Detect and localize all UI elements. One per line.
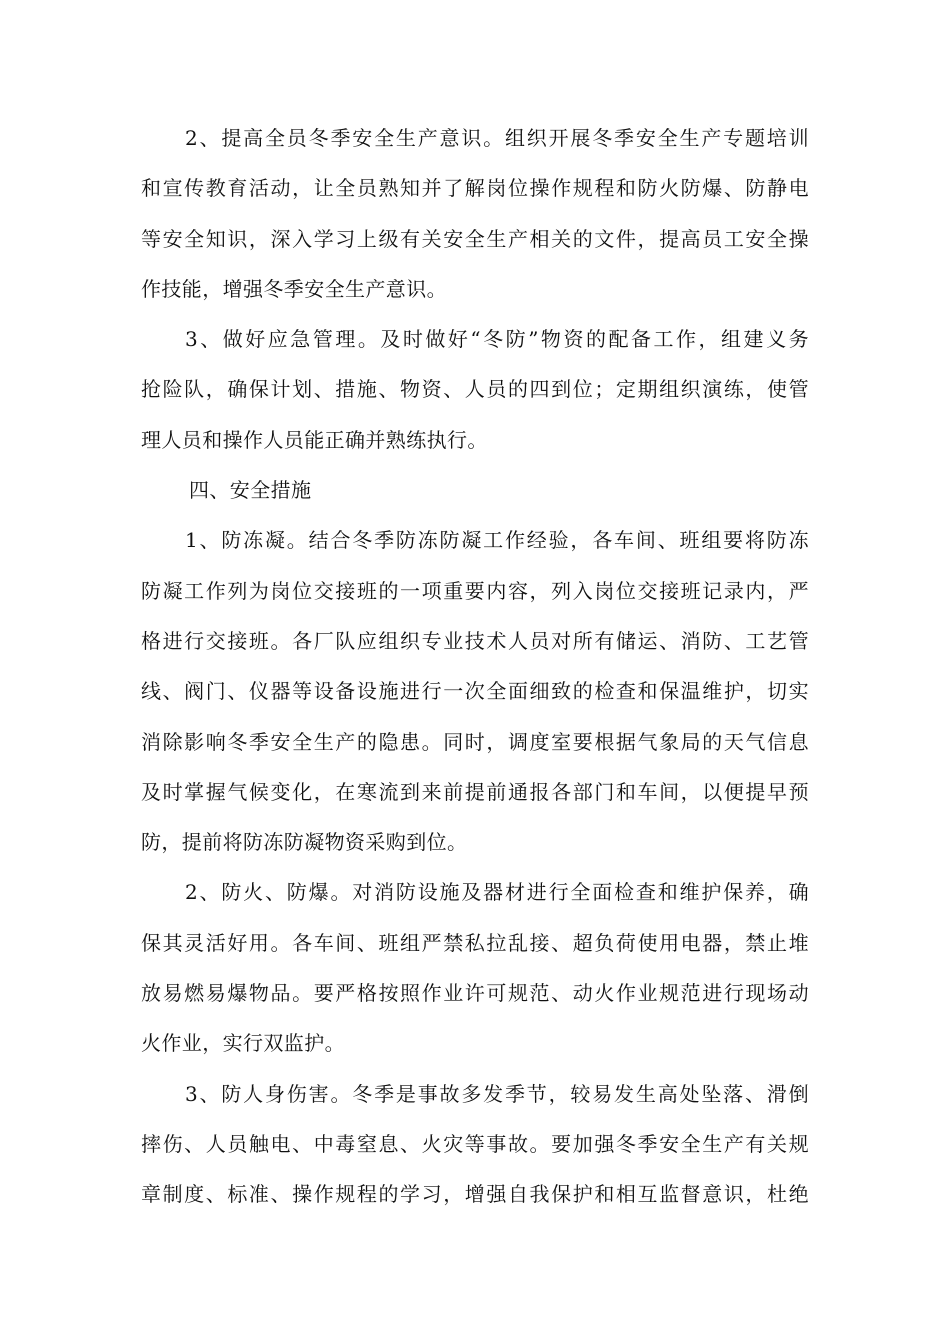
text-line-13: 消除影响冬季安全生产的隐患。同时，调度室要根据气象局的天气信息	[141, 729, 809, 754]
text-line-14: 及时掌握气候变化，在寒流到来前提前通报各部门和车间，以便提早预	[141, 779, 809, 804]
text-line-12: 线、阀门、仪器等设备设施进行一次全面细致的检查和保温维护，切实	[141, 679, 809, 704]
text-line-2: 和宣传教育活动，让全员熟知并了解岗位操作规程和防火防爆、防静电	[141, 176, 809, 201]
text-line-16: 2、防火、防爆。对消防设施及器材进行全面检查和维护保养，确	[185, 880, 809, 905]
text-line-21: 摔伤、人员触电、中毒窒息、火灾等事故。要加强冬季安全生产有关规	[141, 1131, 809, 1156]
document-body	[141, 113, 809, 1220]
text-line-4: 作技能，增强冬季安全生产意识。	[141, 276, 447, 301]
text-line-22: 章制度、标准、操作规程的学习，增强自我保护和相互监督意识，杜绝	[141, 1182, 809, 1207]
text-line-6: 抢险队，确保计划、措施、物资、人员的四到位；定期组织演练，使管	[141, 377, 809, 402]
text-line-3: 等安全知识，深入学习上级有关安全生产相关的文件，提高员工安全操	[141, 226, 809, 251]
section-heading: 四、安全措施	[189, 478, 312, 503]
text-line-7: 理人员和操作人员能正确并熟练执行。	[141, 427, 488, 452]
text-line-11: 格进行交接班。各厂队应组织专业技术人员对所有储运、消防、工艺管	[141, 628, 809, 653]
text-line-1: 2、提高全员冬季安全生产意识。组织开展冬季安全生产专题培训	[185, 126, 809, 150]
text-line-15: 防，提前将防冻防凝物资采购到位。	[141, 830, 468, 855]
text-line-19: 火作业，实行双监护。	[141, 1031, 345, 1056]
text-line-5: 3、做好应急管理。及时做好“冬防”物资的配备工作，组建义务	[185, 327, 809, 352]
text-line-20: 3、防人身伤害。冬季是事故多发季节，较易发生高处坠落、滑倒	[185, 1081, 809, 1106]
text-line-17: 保其灵活好用。各车间、班组严禁私拉乱接、超负荷使用电器，禁止堆	[141, 930, 809, 955]
text-line-18: 放易燃易爆物品。要严格按照作业许可规范、动火作业规范进行现场动	[141, 981, 809, 1006]
text-line-10: 防凝工作列为岗位交接班的一项重要内容，列入岗位交接班记录内，严	[141, 578, 809, 603]
text-line-9: 1、防冻凝。结合冬季防冻防凝工作经验，各车间、班组要将防冻	[185, 528, 809, 553]
